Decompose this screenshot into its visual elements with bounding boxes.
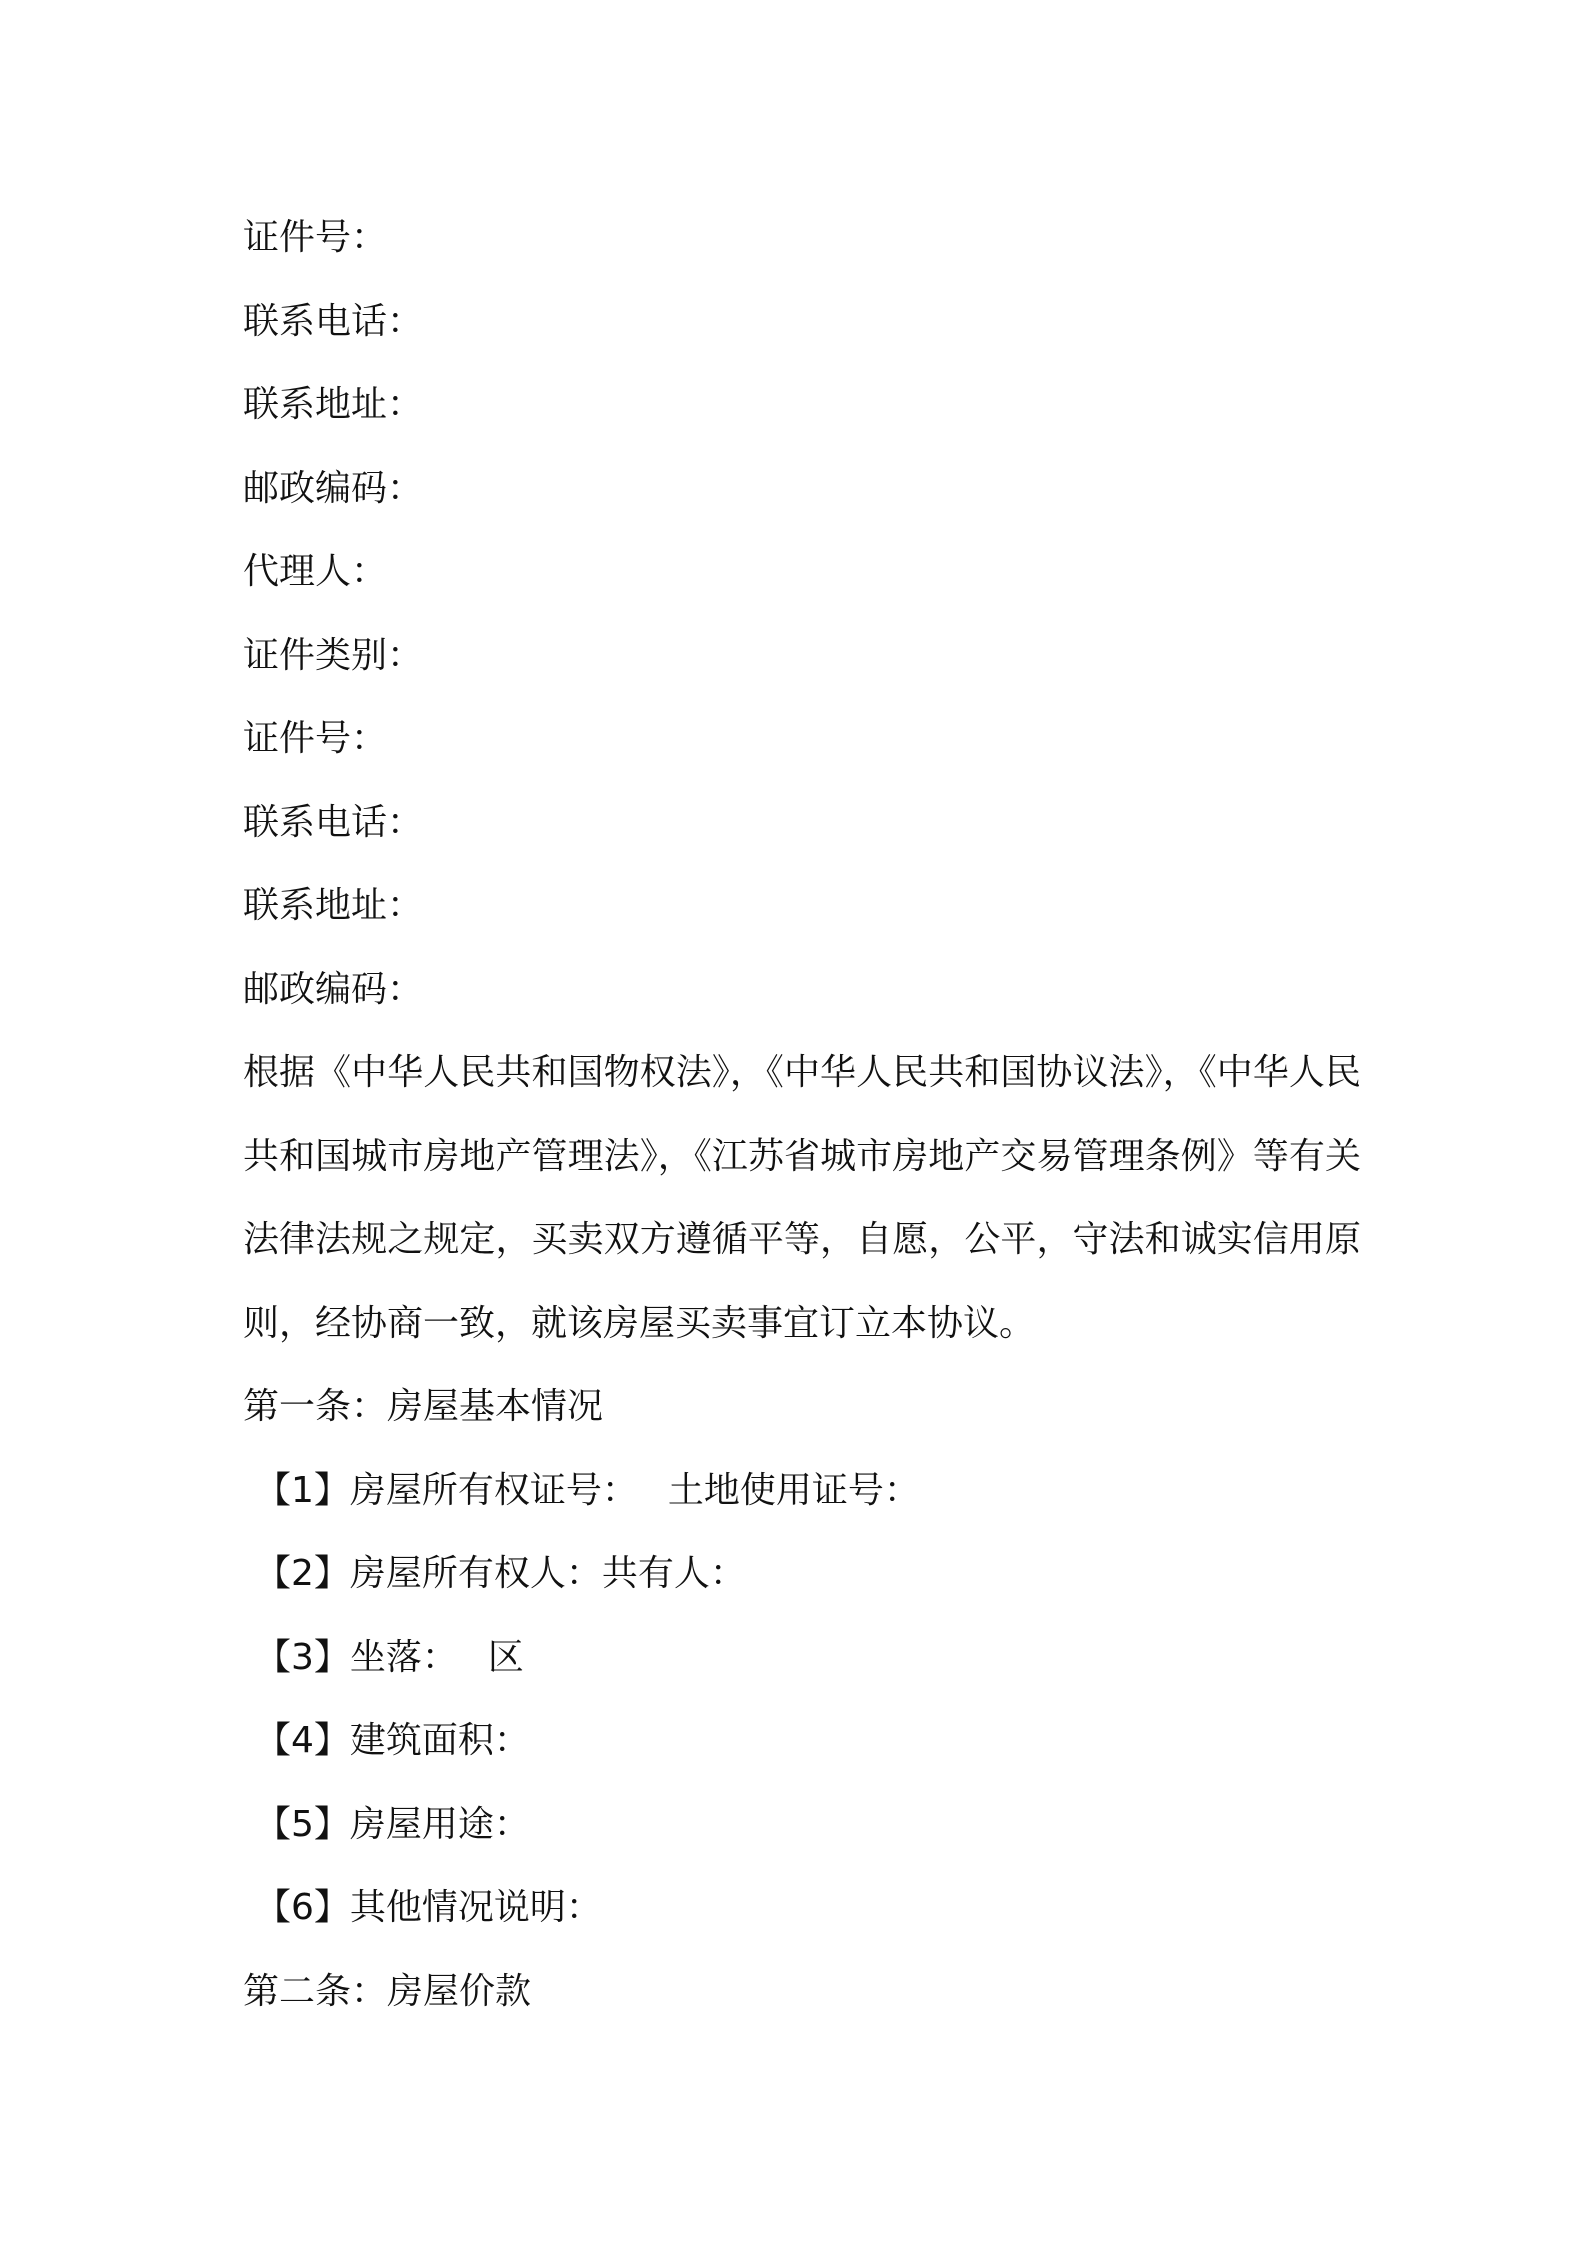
field-phone: 联系电话：	[243, 300, 424, 342]
article-1-item-2	[243, 1532, 1363, 1616]
article-2-title: 第二条：房屋价款	[243, 1970, 532, 2012]
article-1-item-6	[243, 1866, 1363, 1950]
item-label: 【6】其他情况说明：	[255, 1887, 602, 1928]
article-1-item-3	[243, 1616, 1363, 1700]
field-agent-id-number: 证件号：	[243, 718, 388, 759]
field-agent-phone: 联系电话：	[243, 801, 424, 843]
field-postcode: 邮政编码：	[243, 467, 424, 509]
field-agent: 代理人：	[243, 551, 388, 592]
item-sub-label: 区	[487, 1636, 524, 1678]
item-label: 【2】房屋所有权人：共有人：	[255, 1553, 746, 1594]
document-body	[243, 196, 1363, 2033]
field-id-number: 证件号：	[243, 217, 388, 258]
item-label: 【5】房屋用途：	[255, 1803, 530, 1845]
item-label: 【1】房屋所有权证号：	[255, 1469, 638, 1511]
field-address: 联系地址：	[243, 384, 424, 425]
article-1-item-4	[243, 1699, 1363, 1783]
field-agent-address: 联系地址：	[243, 885, 424, 926]
item-label: 【4】建筑面积：	[255, 1720, 530, 1761]
field-agent-postcode: 邮政编码：	[243, 968, 424, 1010]
article-1-item-5	[243, 1783, 1363, 1867]
preamble-paragraph: 根据《中华人民共和国物权法》，《中华人民共和国协议法》，《中华人民共和国城市房地产管理法》，《江苏省城市房地产交易管理条例》等有关法律法规之规定，买卖双方遵循平等，自愿，公平，守法和诚实信用原则，经协商一致，就该房屋买卖事宜订立本协议。	[243, 1052, 1361, 1344]
article-1-item-1	[243, 1449, 1363, 1533]
article-1-title: 第一条：房屋基本情况	[243, 1386, 604, 1427]
item-label: 【3】坐落：	[255, 1636, 458, 1678]
field-id-type: 证件类别：	[243, 634, 424, 676]
item-sub-label: 土地使用证号：	[667, 1469, 920, 1511]
